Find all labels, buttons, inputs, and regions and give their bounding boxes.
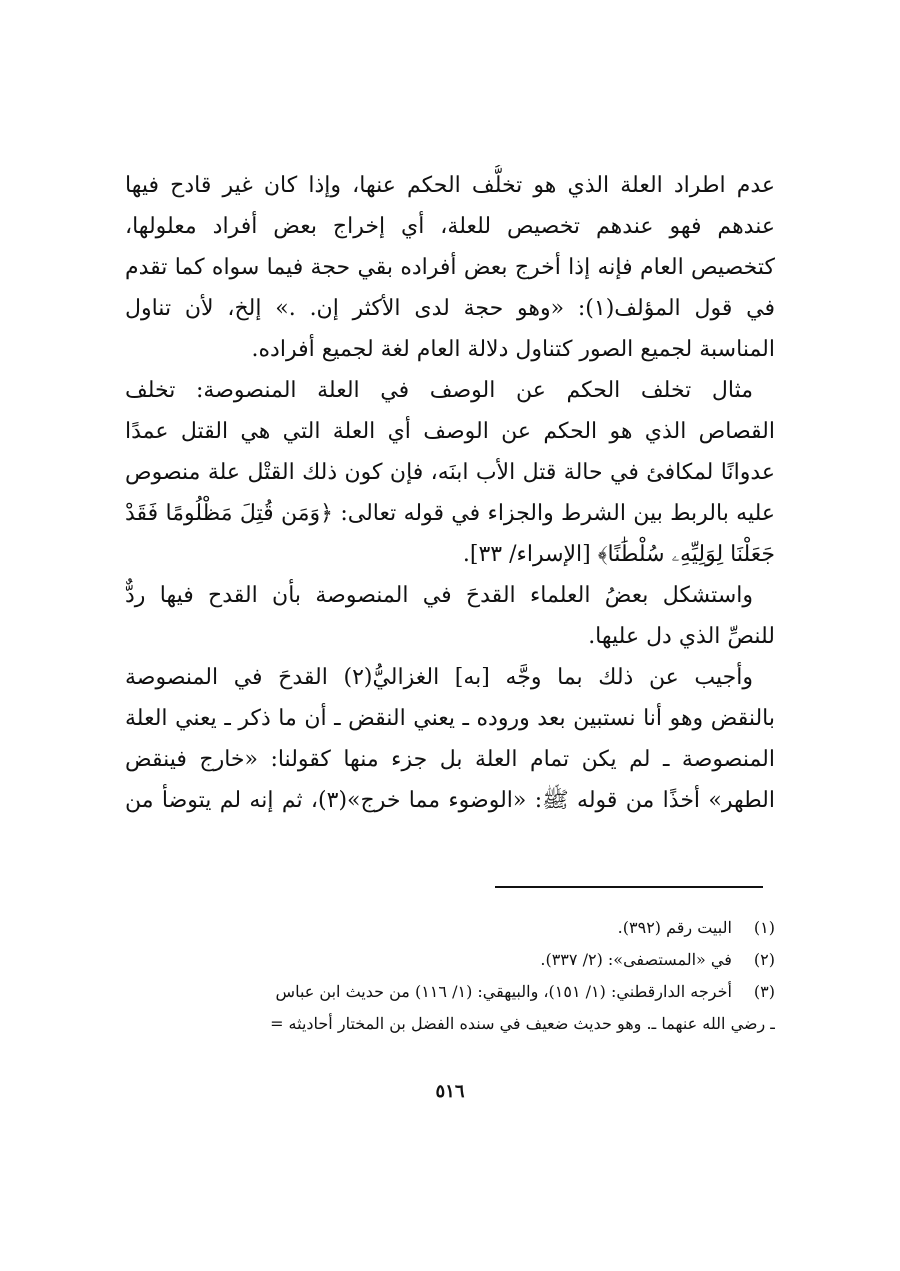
text-line: للنصِّ الذي دل عليها. xyxy=(588,624,775,649)
text-line: عدوانًا لمكافئ في حالة قتل الأب ابنَه، فإن كون ذلك القتْل علة منصوص xyxy=(125,460,775,485)
footnote-number: (١) xyxy=(753,918,775,937)
text-line: مثال تخلف الحكم عن الوصف في العلة المنصوصة: تخلف xyxy=(125,378,753,403)
text-line: عندهم فهو عندهم تخصيص للعلة، أي إخراج بعض أفراد معلولها، xyxy=(125,214,775,239)
text-line: عليه بالربط بين الشرط والجزاء في قوله تعالى: ﴿وَمَن قُتِلَ مَظْلُومًا فَقَدْ xyxy=(125,501,775,526)
footnote-number: (٣) xyxy=(753,982,775,1001)
footnote-text: في «المستصفى»: (٢/ ٣٣٧). xyxy=(540,950,732,969)
text-line: بالنقض وهو أنا نستبين بعد وروده ـ يعني النقض ـ أن ما ذكر ـ يعني العلة xyxy=(125,706,775,731)
body-text xyxy=(125,165,775,821)
footnote xyxy=(125,912,775,944)
footnote-number: (٢) xyxy=(753,950,775,969)
text-line: واستشكل بعضُ العلماء القدحَ في المنصوصة بأن القدح فيها ردٌّ xyxy=(125,583,753,608)
footnote xyxy=(125,976,775,1008)
footnote-text: ـ رضي الله عنهما ـ. وهو حديث ضعيف في سنده الفضل بن المختار أحاديثه = xyxy=(270,1014,775,1033)
footnote xyxy=(125,944,775,976)
footnotes xyxy=(125,912,775,1040)
text-line: الطهر» أخذًا من قوله ﷺ: «الوضوء مما خرج»(٣)، ثم إنه لم يتوضأ من xyxy=(125,788,775,813)
text-line: المناسبة لجميع الصور كتناول دلالة العام لغة لجميع أفراده. xyxy=(251,337,775,362)
footnote-text: أخرجه الدارقطني: (١/ ١٥١)، والبيهقي: (١/ ١١٦) من حديث ابن عباس xyxy=(275,982,732,1001)
text-line: المنصوصة ـ لم يكن تمام العلة بل جزء منها كقولنا: «خارج فينقض xyxy=(125,747,775,772)
text-line: جَعَلْنَا لِوَلِيِّهِۦ سُلْطَٰنًا﴾ [الإسراء/ ٣٣]. xyxy=(462,542,775,567)
text-line: وأجيب عن ذلك بما وجَّه [به] الغزاليُّ(٢) القدحَ في المنصوصة xyxy=(125,665,754,690)
footnote-text: البيت رقم (٣٩٢). xyxy=(617,918,732,937)
text-line: القصاص الذي هو الحكم عن الوصف أي العلة التي هي القتل عمدًا xyxy=(125,419,775,444)
text-line: في قول المؤلف(١): «وهو حجة لدى الأكثر إن. .» إلخ، لأن تناول xyxy=(125,296,775,321)
text-line: عدم اطراد العلة الذي هو تخلُّف الحكم عنها، وإذا كان غير قادح فيها xyxy=(125,173,775,198)
page-number: ٥١٦ xyxy=(435,1081,465,1102)
footnote-divider xyxy=(495,886,763,888)
footnote-continuation xyxy=(125,1008,775,1040)
text-line: كتخصيص العام فإنه إذا أخرج بعض أفراده بقي حجة فيما سواه كما تقدم xyxy=(125,255,775,280)
